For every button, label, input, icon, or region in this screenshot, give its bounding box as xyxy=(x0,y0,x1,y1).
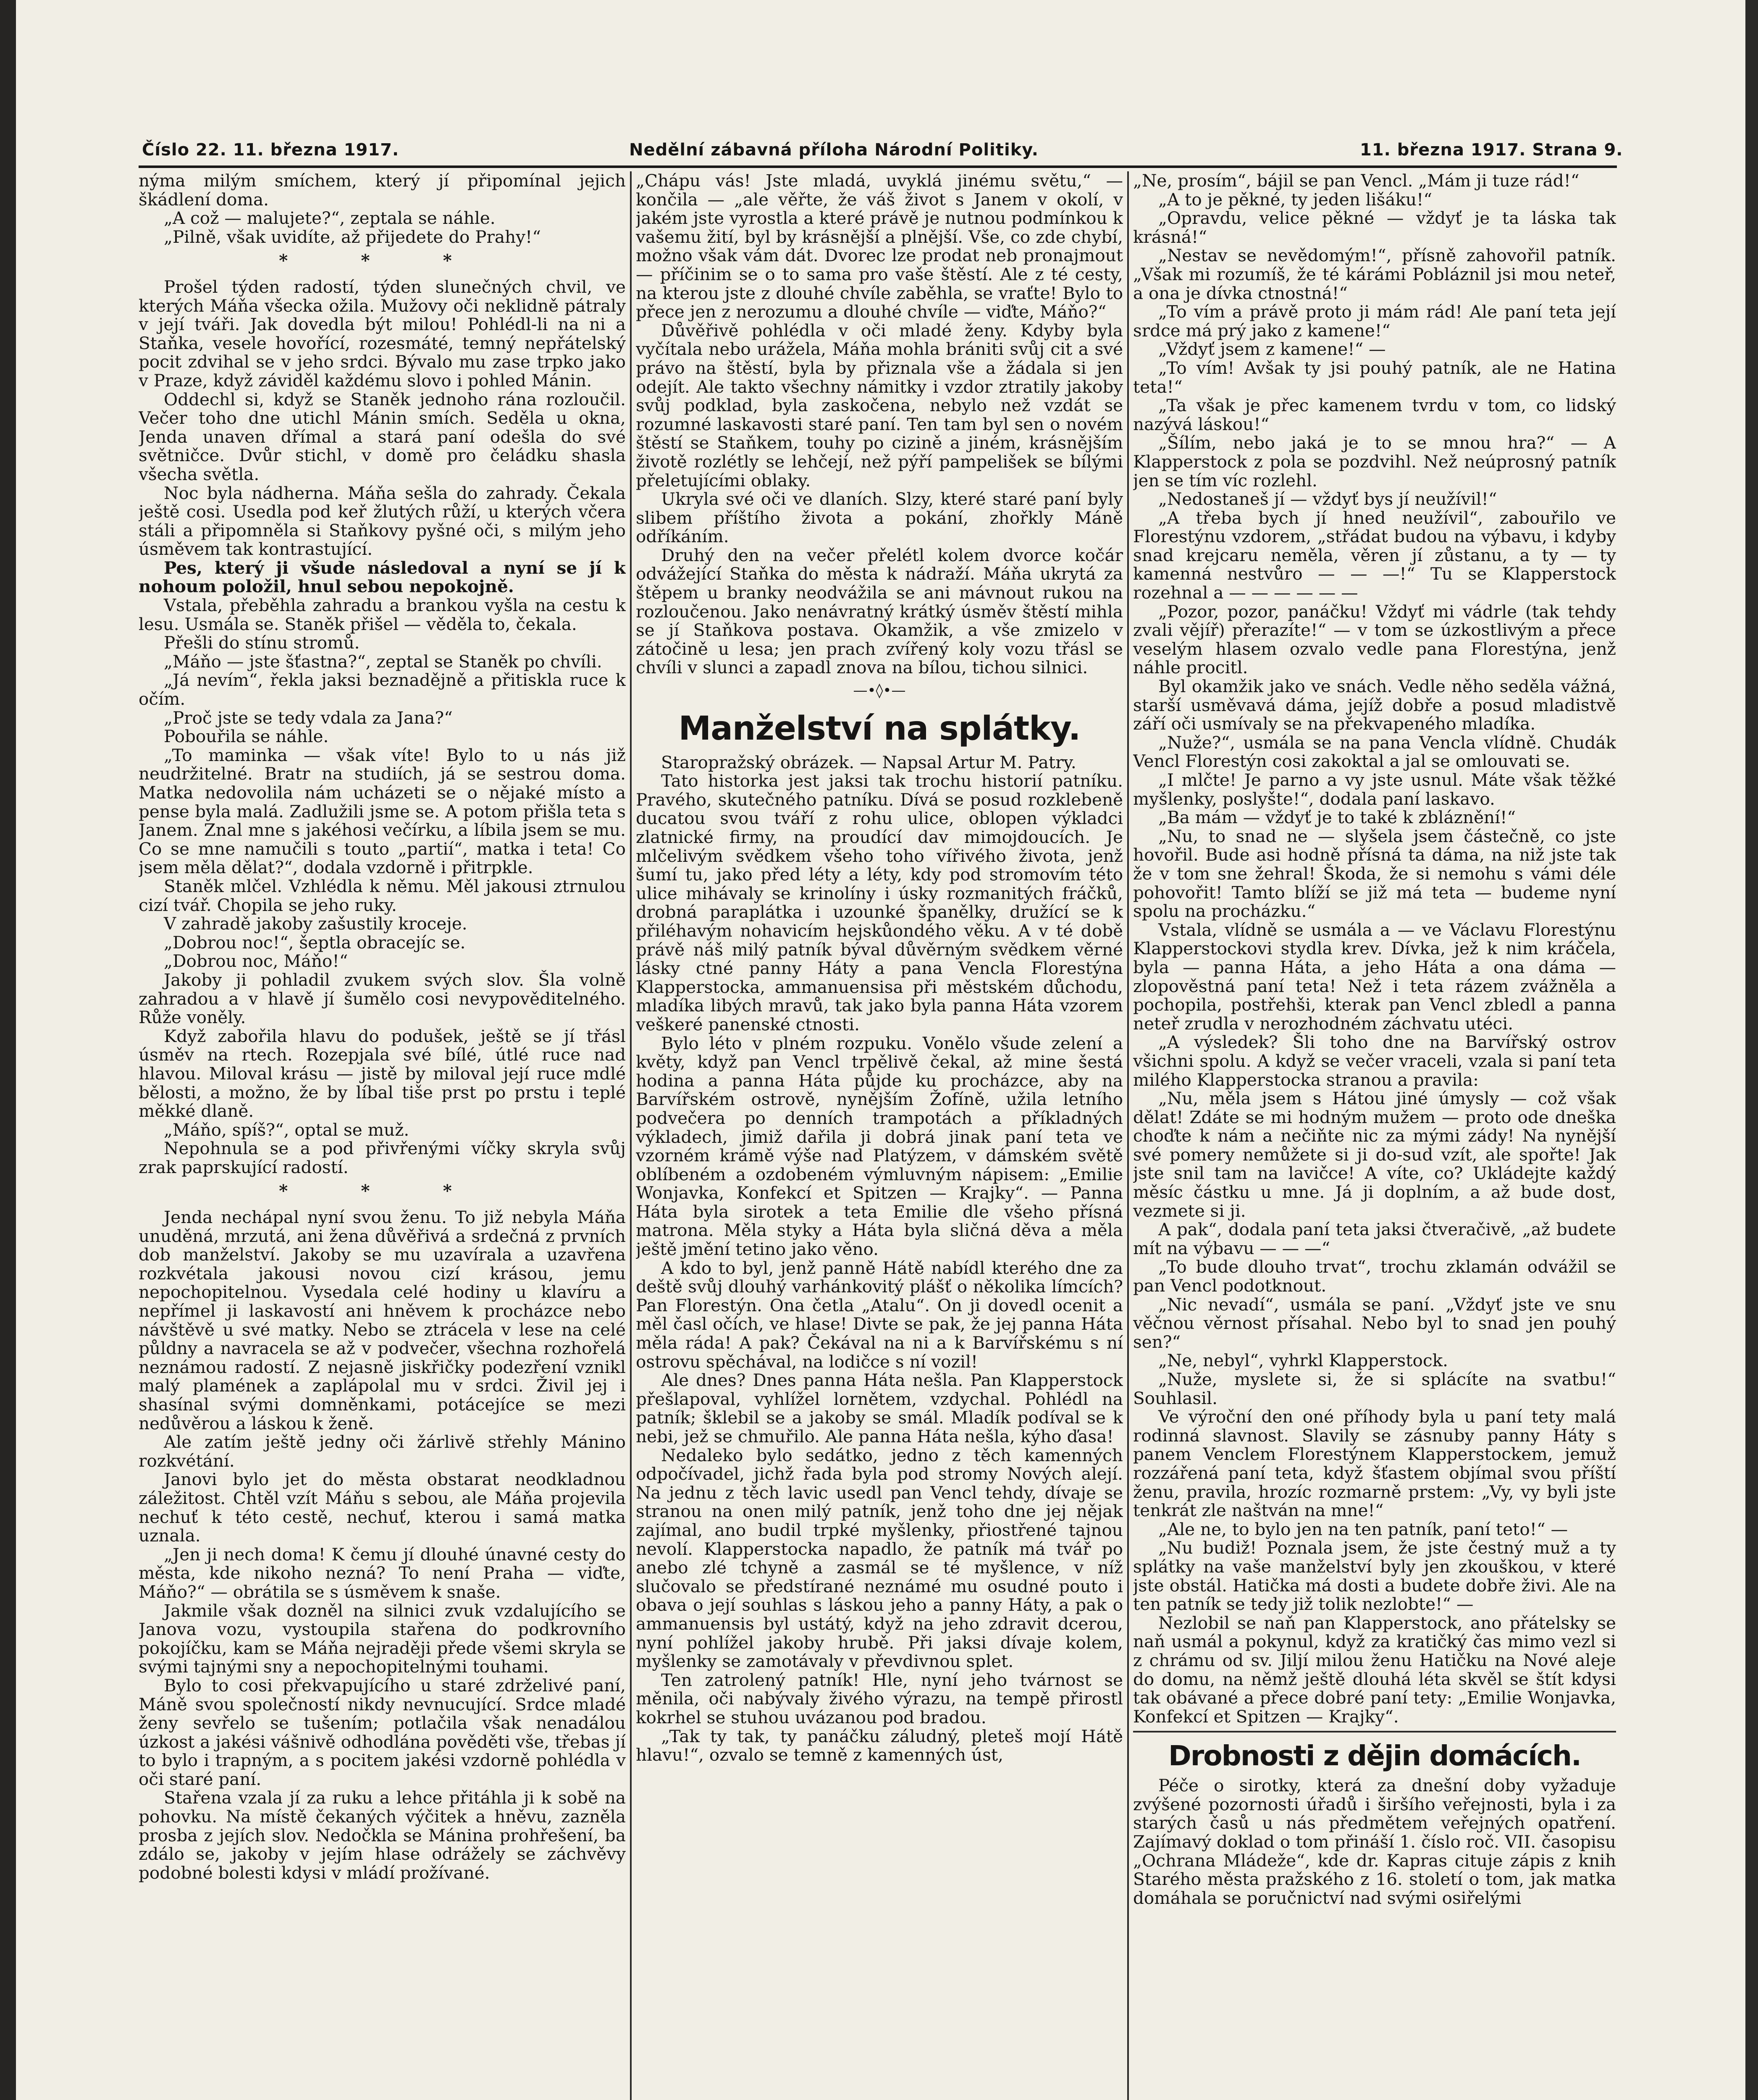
header-supplement-title: Nedělní zábavná příloha Národní Politiky. xyxy=(629,140,1039,160)
paragraph: Druhý den na večer přelétl kolem dvorce kočár odvážející Staňka do města k nádraží. Máňa ukrytá za štěpem u branky neodvážila se ani mávnout rukou na rozloučenou. Jako nenávratný krátký úsměv štěstí mihla se jí Staňkova postava. Okamžik, a vše zmizelo v zátočině u lesa; jen prach zvířený koly vozu třásl se chvíli v slunci a zapadl znova na bílou, tichou silnici. xyxy=(636,545,1123,678)
paragraph: „Ba mám — vždyť je to také k zbláznění!“ xyxy=(1158,807,1516,828)
paragraph: Jakmile však dozněl na silnici zvuk vzdalujícího se Janova vozu, vystoupila stařena do podkrovního pokojíčku, kam se Máňa nejraději přede všemi skryla se svými tajnými sny a nepochopitelnými touhami. xyxy=(139,1600,626,1677)
paragraph: „Opravdu, velice pěkné — vždyť je ta láska tak krásná!“ xyxy=(1133,208,1616,247)
paragraph: Ukryla své oči ve dlaních. Slzy, které staré paní byly slibem příštího života a pokání, zhořkly Máně odříkáním. xyxy=(636,489,1123,547)
paragraph: Ale zatím ještě jedny oči žárlivě střehly Mánino rozkvétání. xyxy=(139,1432,626,1471)
paragraph: A kdo to byl, jenž panně Hátě nabídl kterého dne za deště svůj dlouhý varhánkovitý plášť o několika límcích? Pan Florestýn. Ona četla „Atalu“. On ji dovedl ocenit a měl časl očích, ve hlase! Divte se pak, že jej panna Háta měla ráda! A pak? Čekával na ni a k Barvířskému s ní ostrovu spěchával, na lodičce s ní vozil! xyxy=(636,1257,1123,1372)
section-divider xyxy=(1133,1731,1616,1732)
paragraph: Janovi bylo jet do města obstarat neodkladnou záležitost. Chtěl vzít Máňu s sebou, ale Máňa projevila nechuť k této cestě, nechuť, kterou i samá matka uznala. xyxy=(139,1469,626,1546)
paragraph: Oddechl si, když se Staněk jednoho rána rozloučil. Večer toho dne utichl Mánin smích. Seděla u okna, Jenda unaven dřímal a stará paní odešla do své světničce. Dvůr stichl, v domě pro čeládku shasla všecha světla. xyxy=(139,389,626,484)
running-header xyxy=(142,140,1623,165)
paragraph: „Ne, prosím“, bájil se pan Vencl. „Mám ji tuze rád!“ xyxy=(1133,171,1580,191)
paragraph: „Dobrou noc!“, šeptla obracejíc se. xyxy=(164,932,466,953)
column-2 xyxy=(636,171,1123,2100)
paragraph: „A to je pěkné, ty jeden lišáku!“ xyxy=(1158,189,1433,210)
paragraph: Ale dnes? Dnes panna Háta nešla. Pan Klapperstock přešlapoval, vyhlížel lornětem, vzdychal. Pohlédl na patník; šklebil se a jakoby se smál. Mladík podíval se k nebi, jež se chmuřilo. Ale panna Háta nešla, kýho ďasa! xyxy=(636,1370,1123,1446)
paragraph: „Dobrou noc, Máňo!“ xyxy=(164,951,348,971)
column-divider-1 xyxy=(630,171,632,2100)
paragraph: „Chápu vás! Jste mladá, uvyklá jinému světu,“ — končila — „ale věřte, že váš život s Janem v okolí, v jakém jste vyrostla a které právě je nutnou podmínkou k vašemu žití, byl by krásnější a plnější. Vše, co zde chybí, možno však vám dát. Dvorec lze prodat neb pronajmout — příčinim se o to sama pro vaše štěstí. Ale z té cesty, na kterou jste z dlouhé chvíle zaběhla, se vraťte! Bylo to přece jen z nerozumu a dlouhé chvíle — viďte, Máňo?“ xyxy=(636,171,1123,322)
paragraph: „Ta však je přec kamenem tvrdu v tom, co lidský nazývá láskou!“ xyxy=(1133,395,1616,434)
paragraph: „Pozor, pozor, panáčku! Vždyť mi vádrle (tak tehdy zvali vějíř) přerazíte!“ — v tom se úzkostlivým a přece veselým hlasem ozvalo vedle pana Florestýna, jenž náhle procitl. xyxy=(1133,601,1616,678)
section-break-stars: * * * xyxy=(279,1181,485,1201)
paragraph: Byl okamžik jako ve snách. Vedle něho seděla vážná, starší usměvavá dáma, jejíž dobře a posud mladistvě září oči usmívaly se na překvapeného mladíka. xyxy=(1133,676,1616,734)
end-ornament: —•◊•— xyxy=(853,682,906,699)
paragraph: Ve výroční den oné příhody byla u paní tety malá rodinná slavnost. Slavily se zásnuby panny Háty s panem Venclem Florestýnem Klapperstockem, jemuž rozzářená paní teta, když šťastem objímal svou příští ženu, pravila, hrozíc rozmarně prstem: „Vy, vy byli jste tenkrát zle naštván na mne!“ xyxy=(1133,1407,1616,1521)
paragraph: „Proč jste se tedy vdala za Jana?“ xyxy=(164,707,453,728)
paragraph: Péče o sirotky, která za dnešní doby vyžaduje zvýšené pozornosti úřadů i širšího veřejnosti, byla i za starých časů u nás předmětem veřejných opatření. Zajímavý doklad o tom přináší 1. číslo roč. VII. časopisu „Ochrana Mládeže“, kde dr. Kapras cituje zápis z knih Starého města pražského z 16. století o tom, jak matka domáhala se poručnictví nad svými osiřelými xyxy=(1133,1775,1616,1908)
column-3 xyxy=(1133,171,1616,2100)
paragraph: Důvěřivě pohlédla v oči mladé ženy. Kdyby byla vyčítala nebo urážela, Máňa mohla brániti svůj cit a své právo na štěstí, byla by přiznala vše a žádala si jen odejít. Ale takto všechny námitky i vzdor ztratily jakoby svůj podklad, byla zaskočena, nebylo než vzdát se rozumné laskavosti staré paní. Ten tam byl sen o novém štěstí se Staňkem, touhy po cizině a jiném, krásnějším životě rozlétly se lehčejí, než pýří pampelišek se bílými přeletujícími oblaky. xyxy=(636,320,1123,491)
paragraph: „Nedostaneš jí — vždyť bys jí neužívil!“ xyxy=(1158,489,1497,509)
paragraph: Stařena vzala jí za ruku a lehce přitáhla ji k sobě na pohovku. Na místě čekaných výčitek a hněvu, zazněla prosba z jejích slov. Nedočkla se Mánina prohřešení, ba zdálo se, jakoby v jejím hlase odrážely se záchvěvy podobné bolesti kdysi v mládí prožívané. xyxy=(139,1788,626,1883)
paragraph: A pak“, dodala paní teta jaksi čtveračivě, „až budete mít na výbavu — — —“ xyxy=(1133,1219,1616,1258)
column-1 xyxy=(139,171,626,2100)
paragraph: „Já nevím“, řekla jaksi beznadějně a přitiskla ruce k očím. xyxy=(139,670,626,709)
paragraph: Bylo to cosi překvapujícího u staré zdrželivé paní, Máně svou společností nikdy nevnucující. Srdce mladé ženy sevřelo se tušením; potlačila však nenadálou úzkost a jakési vášnivě odhodlána pověděti vše, třebas jí to bylo i trapným, a s pocitem jakési vzdorně pohlédla v oči staré paní. xyxy=(139,1675,626,1789)
header-page-number: 11. března 1917. Strana 9. xyxy=(1360,140,1623,160)
paragraph: Prošel týden radostí, týden slunečných chvil, ve kterých Máňa všecka ožila. Mužovy oči neklidně pátraly v její tváři. Jak dovedla být milou! Pohlédl-li na ni a Staňka, vesele hovořící, rozesmáté, temný nepřátelský pocit zdvihal se v jeho srdci. Bývalo mu zase trpko jako v Praze, když záviděl každému slovo i pohled Mánin. xyxy=(139,276,626,391)
paragraph: „Nic nevadí“, usmála se paní. „Vždyť jste ve snu věčnou věrnost přísahal. Nebo byl to snad jen pouhý sen?“ xyxy=(1133,1294,1616,1352)
paragraph: „Máňo, spíš?“, optal se muž. xyxy=(164,1119,409,1140)
paragraph: „Nu budiž! Poznala jsem, že jste čestný muž a ty splátky na vaše manželství byly jen zkouškou, v které jste obstál. Hatička má dosti a budete dobře živi. Ale na ten patník se tedy již tolik nezlobte!“ — xyxy=(1133,1538,1616,1614)
paragraph: „Nu, měla jsem s Hátou jiné úmysly — což však dělat! Zdáte se mi hodným mužem — proto ode dneška choďte k nám a nečiňte nic za mými zády! Na nynější své pomery nemůžete si ji do-sud vzít, ale spořte! Jak jste snil tam na lavičce! A víte, co? Ukládejte každý měsíc částku u mne. Já ji doplním, a až bude dost, vezmete si ji. xyxy=(1133,1088,1616,1221)
paragraph: „Vždyť jsem z kamene!“ — xyxy=(1158,339,1386,360)
header-issue-date: Číslo 22. 11. března 1917. xyxy=(142,140,399,160)
section-break-stars: * * * xyxy=(279,250,485,271)
paragraph: „Ale ne, to bylo jen na ten patník, paní teto!“ — xyxy=(1158,1519,1568,1539)
paragraph: Bylo léto v plném rozpuku. Vonělo všude zelení a květy, když pan Vencl trpělivě čekal, až mine šestá hodina a panna Háta půjde ku procházce, aby na Barvířském ostrově, nynějším Žofíně, užila letního podvečera po denních trampotách a příkladných výkladech, jimiž dařila ji dobrá jinak paní teta ve vzorném krámě výše nad Platýzem, v dámském světě oblíbeném a ozdobeném výmluvným nápisem: „Emilie Wonjavka, Konfekcí et Spitzen — Krajky“. — Panna Háta byla sirotek a teta Emilie dle všeho přísná matrona. Měla styky a Háta byla sličná děva a měla ještě jmění tetino jako věno. xyxy=(636,1033,1123,1260)
paragraph: V zahradě jakoby zašustily kroceje. xyxy=(164,914,467,934)
paragraph: Nezlobil se naň pan Klapperstock, ano přátelsky se naň usmál a pokynul, když za kratičký čas mimo vezl si z chrámu od sv. Jiljí milou ženu Hatičku na Nové aleje do domu, na němž ještě dlouhá léta skvěl se štít kdysi tak obávané a přece dobré paní tety: „Emilie Wonjavka, Konfekcí et Spitzen — Krajky“. xyxy=(1133,1612,1616,1727)
paragraph: „To vím a právě proto ji mám rád! Ale paní teta její srdce má prý jako z kamene!“ xyxy=(1133,302,1616,341)
column-divider-2 xyxy=(1127,171,1129,2100)
notes-title: Drobnosti z dějin domácích. xyxy=(1168,1740,1581,1772)
paragraph: „Nestav se nevědomým!“, přísně zahovořil patník. „Však mi rozumíš, že té kárámi Pobláznil jsi mou neteř, a ona je dívka ctnostná!“ xyxy=(1133,245,1616,303)
paragraph: Noc byla nádherna. Máňa sešla do zahrady. Čekala ještě cosi. Usedla pod keř žlutých růží, u kterých včera stáli a připomněla si Staňkovy pyšné oči, s milým jeho úsměvem tak kontrastující. xyxy=(139,483,626,559)
paragraph: „Šílím, nebo jaká je to se mnou hra?“ — A Klapperstock z pola se pozdvihl. Než neúprosný patník jen se tím víc rozlehl. xyxy=(1133,433,1616,491)
paragraph: Když zabořila hlavu do podušek, ještě se jí třásl úsměv na rtech. Rozepjala své bílé, útlé ruce nad hlavou. Miloval krásu — jistě by miloval její ruce mdlé bělosti, a možno, že by líbal tiše prst po prstu i teplé měkké dlaně. xyxy=(139,1026,626,1121)
paragraph: Nepohnula se a pod přivřenými víčky skryla svůj zrak paprskující radostí. xyxy=(139,1138,626,1177)
paragraph: „Nuže, myslete si, že si splácíte na svatbu!“ Souhlasil. xyxy=(1133,1369,1616,1408)
paragraph: Ten zatrolený patník! Hle, nyní jeho tvárnost se měnila, oči nabývaly živého výrazu, na tempě přirostl kokrhel se stuhou uvázanou pod bradou. xyxy=(636,1670,1123,1727)
paragraph: „Nu, to snad ne — slyšela jsem částečně, co jste hovořil. Bude asi hodně přísná ta dáma, na niž jste tak že v tom sne žehral! Škoda, že si nemohu s vámi déle pohovořit! Tamto blíží se již má teta — budeme nyní spolu na procházku.“ xyxy=(1133,826,1616,921)
paragraph: Jenda nechápal nyní svou ženu. To již nebyla Máňa unuděná, mrzutá, ani žena důvěřivá a srdečná z prvních dob manželství. Jakoby se mu uzavírala a uzavřena rozkvétala jakousi novou cizí krásou, jemu nepochopitelnou. Vysedala celé hodiny u klavíru a nepřímel ji laskavostí ani hněvem k procházce nebo návštěvě u své matky. Nebo se ztrácela v lese na celé půldny a navracela se až v podvečer, všechna rozhořelá neznámou radostí. Z nejasně jiskřičky podezření vznikl malý plamének a zaplápolal mu v srdci. Živil jej i shasínal svými domněnkami, potácejíce se mezi nedůvěrou a láskou k ženě. xyxy=(139,1207,626,1433)
paragraph: „To vím! Avšak ty jsi pouhý patník, ale ne Hatina teta!“ xyxy=(1133,357,1616,397)
paragraph: „Jen ji nech doma! K čemu jí dlouhé únavné cesty do města, kde nikoho nezná? To není Praha — viďte, Máňo?“ — obrátila se s úsměvem k snaše. xyxy=(139,1544,626,1602)
paragraph: Jakoby ji pohladil zvukem svých slov. Šla volně zahradou a v hlavě jí šumělo cosi nevypověditelného. Růže voněly. xyxy=(139,969,626,1028)
paragraph: „I mlčte! Je parno a vy jste usnul. Máte však těžké myšlenky, poslyšte!“, dodala paní laskavo. xyxy=(1133,770,1616,809)
paragraph: Přešli do stínu stromů. xyxy=(164,633,360,653)
paragraph: nýma milým smíchem, který jí připomínal jejich škádlení doma. xyxy=(139,171,626,210)
header-rule xyxy=(139,165,1617,168)
paragraph: Staněk mlčel. Vzhlédla k němu. Měl jakousi ztrnulou cizí tvář. Chopila se jeho ruky. xyxy=(139,876,626,915)
article-byline: Staropražský obrázek. — Napsal Artur M. Patry. xyxy=(661,752,1076,772)
paragraph: „A třeba bych jí hned neužívil“, zabouřilo ve Florestýnu vzdorem, „střádat budou na výbavu, i kdyby snad krejcaru neměla, věren jí zůstanu, a ty — ty kamenná nestvůro — — —!“ Tu se Klapperstock rozehnal a — — — — — — xyxy=(1133,507,1616,603)
paragraph: „Pilně, však uvidíte, až přijedete do Prahy!“ xyxy=(164,226,541,247)
paragraph: „Tak ty tak, ty panáčku záludný, pleteš mojí Hátě hlavu!“, ozvalo se temně z kamenných úst, xyxy=(636,1726,1123,1765)
article-title: Manželství na splátky. xyxy=(678,709,1081,748)
paragraph: „Ne, nebyl“, vyhrkl Klapperstock. xyxy=(1158,1350,1448,1371)
paragraph: „A výsledek? Šli toho dne na Barvířský ostrov všichni spolu. A když se večer vraceli, vzala si paní teta milého Klapperstocka stranou a pravila: xyxy=(1133,1032,1616,1090)
paragraph: Pobouřila se náhle. xyxy=(164,726,329,747)
paragraph: „Nuže?“, usmála se na pana Vencla vlídně. Chudák Vencl Florestýn cosi zakoktal a jal se omlouvati se. xyxy=(1133,732,1616,772)
paragraph: Nedaleko bylo sedátko, jedno z těch kamenných odpočívadel, jichž řada byla pod stromy Nových alejí. Na jednu z těch lavic usedl pan Vencl tehdy, dívaje se stranou na onen milý patník, jenž toho dne jej nějak zajímal, ano budil trpké myšlenky, přiostřené tajnou nevolí. Klapperstocka napadlo, že patník má tvář po anebo zlé tchyně a zasmál se té myšlence, v níž slučovalo se předstírané neznámé mu osudné pouto i obava o její souhlas s láskou jeho a panny Háty, a pak o ammanuensis byl ustátý, když na jeho zdravit dcerou, nyní pohlížel jakoby hrubě. Při jaksi dívaje kolem, myšlenky se zamotávaly v převdivnou splet. xyxy=(636,1445,1123,1672)
page-edge-left xyxy=(0,0,16,2100)
paragraph: Vstala, vlídně se usmála a — ve Václavu Florestýnu Klapperstockovi stydla krev. Dívka, jež k nim kráčela, byla — panna Háta, a jeho Háta a ona dáma — zlopověstná paní teta! Než i teta rázem zvážněla a pochopila, postřehši, kterak pan Vencl zbledl a panna neteř zrudla v nerozhodném záchvatu utéci. xyxy=(1133,919,1616,1034)
paragraph: „A což — malujete?“, zeptala se náhle. xyxy=(164,208,496,228)
page-edge-right xyxy=(1745,0,1758,2100)
paragraph: Tato historka jest jaksi tak trochu historií patníku. Pravého, skutečného patníku. Dívá se posud rozklebeně ducatou svou tváří z rohu ulice, oblopen výkladci zlatnické firmy, na proudící dav mimojdoucích. Je mlčelivým svědkem všeho toho vířivého života, jenž šumí tu, jako před léty a léty, kdy pod stromovím této ulice mihávaly se krinolíny i úsky rozmanitých fráčků, drobná paraplátka i uzounké španělky, družící se k přiléhavým nohavicím hejskůondého věku. A v té době právě náš milý patník býval důvěrným svědkem věrné lásky ctné panny Háty a pana Vencla Florestýna Klapperstocka, ammanuensisa při městském důchodu, mladíka libých mravů, tak jako byla panna Háta vzorem veškeré panenské ctnosti. xyxy=(636,771,1123,1034)
paragraph: „Máňo — jste šťastna?“, zeptal se Staněk po chvíli. xyxy=(164,651,602,672)
paragraph: „To bude dlouho trvat“, trochu zklamán odvážil se pan Vencl podotknout. xyxy=(1133,1257,1616,1296)
paragraph: Vstala, přeběhla zahradu a brankou vyšla na cestu k lesu. Usmála se. Staněk přišel — věděla to, čekala. xyxy=(139,595,626,634)
paragraph: „To maminka — však víte! Bylo to u nás již neudržitelné. Bratr na studiích, já se sestrou doma. Matka nedovolila nám ucházeti se o nějaké místo a pense byla malá. Zadlužili jsme se. A potom přišla teta s Janem. Znal mne s jakéhosi večírku, a líbila jsem se mu. Co se mne namučili s touto „partií“, matka i teta! Co jsem měla dělat?“, dodala vzdorně i přitrpkle. xyxy=(139,745,626,878)
paragraph: Pes, který ji všude následoval a nyní se jí k nohoum položil, hnul sebou nepokojně. xyxy=(139,557,626,597)
